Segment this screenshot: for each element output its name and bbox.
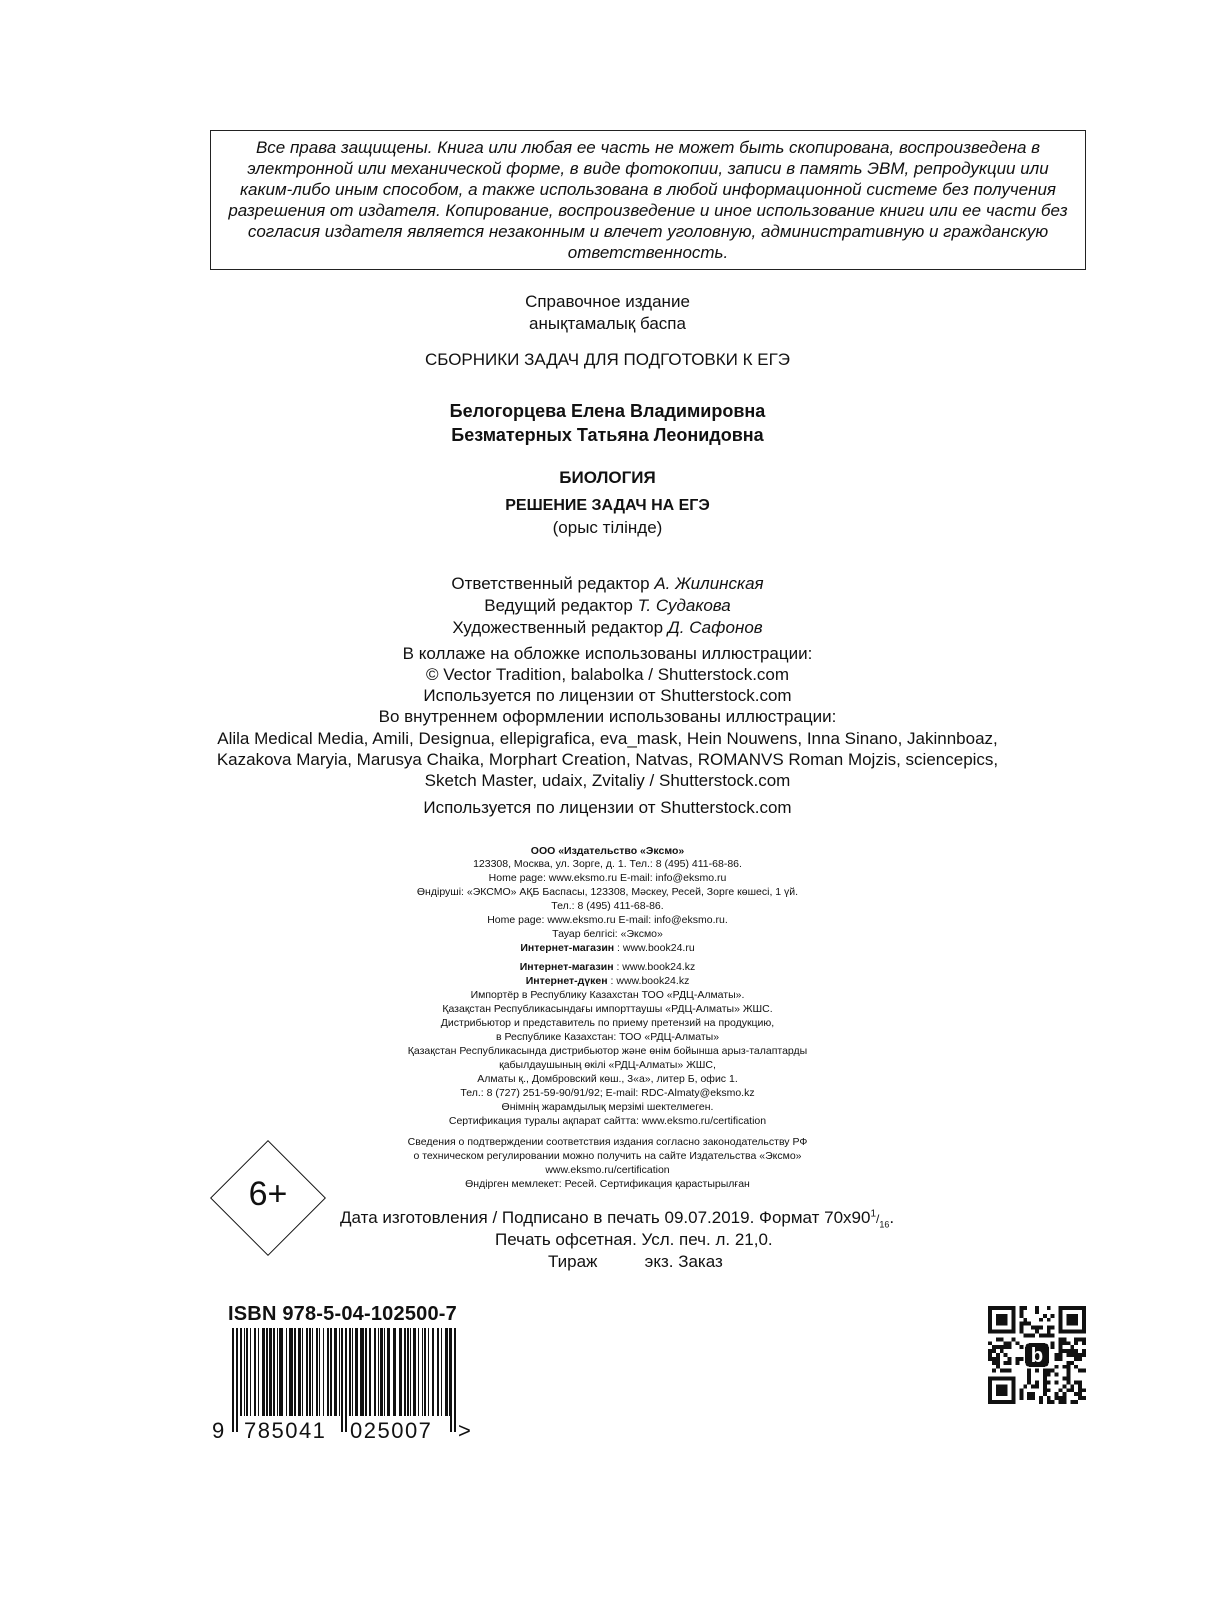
- barcode-left-digits: 785041: [244, 1418, 327, 1442]
- imprint-line: қабылдаушының өкілі «РДЦ-Алматы» ЖШС,: [499, 1059, 716, 1071]
- print-info-line-1: Дата изготовления / Подписано в печать 09.07.2019. Формат $70x90^1/_{16}$.: [340, 1208, 895, 1230]
- shop-kz2-line: [0, 975, 1215, 988]
- shop-ru-line: [0, 942, 1215, 955]
- publisher-name: ООО «Издательство «Эксмо»: [530, 845, 685, 857]
- imprint-line: Қазақстан Республикасында дистрибьютор және өнім бойынша арыз-талаптарды: [407, 1045, 808, 1057]
- imprint-line: Алматы қ., Домбровский көш., 3«а», литер Б, офис 1.: [477, 1073, 738, 1085]
- language-note: (орыс тілінде): [552, 518, 663, 537]
- rights-notice-box: [210, 130, 1086, 270]
- imprint-line: Тауар белгісі: «Эксмо»: [552, 928, 663, 940]
- license-line: Используется по лицензии от Shutterstock.com: [423, 798, 792, 817]
- editor-name: Д. Сафонов: [667, 618, 763, 637]
- shop-url: : www.book24.kz: [613, 961, 696, 973]
- imprint-line: Home page: www.eksmo.ru E-mail: info@eksmo.ru: [488, 872, 727, 884]
- shop-label: Интернет-дүкен: [525, 975, 608, 987]
- barcode-first-digit: 9: [212, 1418, 225, 1442]
- shop-url: : www.book24.kz: [607, 975, 690, 987]
- imprint-line: Сведения о подтверждении соответствия издания согласно законодательству РФ: [407, 1136, 808, 1148]
- illustration-line: © Vector Tradition, balabolka / Shutterstock.com: [425, 665, 790, 684]
- editor-name: Т. Судакова: [637, 596, 731, 615]
- imprint-line: о техническом регулировании можно получить на сайте Издательства «Эксмо»: [413, 1150, 802, 1162]
- illustration-line: Sketch Master, udaix, Zvitaliy / Shutterstock.com: [424, 771, 791, 790]
- editor-role: Ведущий редактор: [484, 596, 633, 615]
- imprint-line: Тел.: 8 (727) 251-59-90/91/92; E-mail: RDC-Almaty@eksmo.kz: [460, 1087, 755, 1099]
- qr-code-icon: [988, 1306, 1086, 1404]
- format-fraction-den: 16: [879, 1219, 890, 1230]
- editor-role: Художественный редактор: [452, 618, 664, 637]
- editor-line-3: [0, 618, 1215, 638]
- series-title: СБОРНИКИ ЗАДАЧ ДЛЯ ПОДГОТОВКИ К ЕГЭ: [424, 350, 791, 369]
- editor-line-1: [0, 574, 1215, 594]
- barcode-arrow: >: [458, 1418, 471, 1442]
- imprint-line: 123308, Москва, ул. Зорге, д. 1. Тел.: 8 (495) 411-68-86.: [473, 858, 742, 870]
- imprint-line: Өнімнің жарамдылық мерзімі шектелмеген.: [501, 1101, 714, 1113]
- author-1: Белогорцева Елена Владимировна: [449, 401, 766, 421]
- shop-label: Интернет-магазин: [519, 961, 614, 973]
- barcode-right-digits: 025007: [350, 1418, 433, 1442]
- svg-text:b: b: [1030, 1345, 1044, 1368]
- print-info-line-2: Печать офсетная. Усл. печ. л. 21,0.: [495, 1230, 773, 1249]
- imprint-line: Қазақстан Республикасындағы импорттаушы «РДЦ-Алматы» ЖШС.: [442, 1003, 773, 1015]
- illustration-line: В коллаже на обложке использованы иллюстрации:: [402, 644, 813, 663]
- imprint-line: Дистрибьютор и представитель по приему претензий на продукцию,: [440, 1017, 775, 1029]
- imprint-line: Өндірген мемлекет: Ресей. Сертификация қарастырылған: [465, 1178, 750, 1190]
- imprint-line: Өндіруші: «ЭКСМО» АҚБ Баспасы, 123308, Мәскеу, Ресей, Зорге көшесі, 1 үй.: [416, 886, 799, 898]
- age-rating-label: 6+: [248, 1175, 288, 1213]
- imprint-line: Импортёр в Республику Казахстан ТОО «РДЦ-Алматы».: [470, 989, 745, 1001]
- edition-type-kz: анықтамалық баспа: [529, 314, 686, 333]
- imprint-line: Сертификация туралы ақпарат сайтта: www.eksmo.ru/certification: [448, 1115, 767, 1127]
- print-info-line-3: Тираж экз. Заказ: [548, 1252, 723, 1271]
- imprint-line: Тел.: 8 (495) 411-68-86.: [551, 900, 664, 912]
- editor-line-2: [0, 596, 1215, 616]
- format-fraction-num: 1: [870, 1208, 877, 1220]
- imprint-line: в Республике Казахстан: ТОО «РДЦ-Алматы»: [495, 1031, 720, 1043]
- imprint-line: www.eksmo.ru/certification: [545, 1164, 670, 1176]
- illustration-line: Используется по лицензии от Shutterstock.com: [423, 686, 792, 705]
- book-title: БИОЛОГИЯ: [559, 468, 656, 487]
- shop-url: : www.book24.ru: [614, 942, 695, 954]
- print-date-format: Дата изготовления / Подписано в печать 09.07.2019. Формат 70x90: [340, 1208, 871, 1227]
- editor-name: А. Жилинская: [654, 574, 764, 593]
- isbn-label: ISBN 978-5-04-102500-7: [228, 1303, 457, 1325]
- barcode-icon: [210, 1328, 480, 1442]
- shop-label: Интернет-магазин: [520, 942, 615, 954]
- shop-kz-line: [0, 961, 1215, 974]
- edition-type: Справочное издание: [525, 292, 690, 311]
- rights-notice-text: Все права защищены. Книга или любая ее часть не может быть скопирована, воспроизведена в электронной или механической форме, в виде фотокопии, записи в память ЭВМ, репродукции или каким-либо иным способом, а также использована в любой информационной системе без получения разрешения от издателя. Копирование, воспроизведение и иное использование книги или ее части без согласия издателя является незаконным и влечет уголовную, административную и гражданскую ответственность.: [228, 138, 1068, 262]
- imprint-line: Home page: www.eksmo.ru E-mail: info@eksmo.ru.: [487, 914, 728, 926]
- editor-role: Ответственный редактор: [451, 574, 650, 593]
- illustration-line: Alila Medical Media, Amili, Designua, ellepigrafica, eva_mask, Hein Nouwens, Inna Sinano, Jakinnboaz,: [217, 729, 998, 748]
- book-subtitle: РЕШЕНИЕ ЗАДАЧ НА ЕГЭ: [505, 497, 710, 514]
- author-2: Безматерных Татьяна Леонидовна: [451, 425, 764, 445]
- illustration-line: Во внутреннем оформлении использованы иллюстрации:: [378, 707, 837, 726]
- age-rating-badge: [210, 1140, 326, 1256]
- illustration-line: Kazakova Maryia, Marusya Chaika, Morphart Creation, Natvas, ROMANVS Roman Mojzis, sciencepics,: [216, 750, 999, 769]
